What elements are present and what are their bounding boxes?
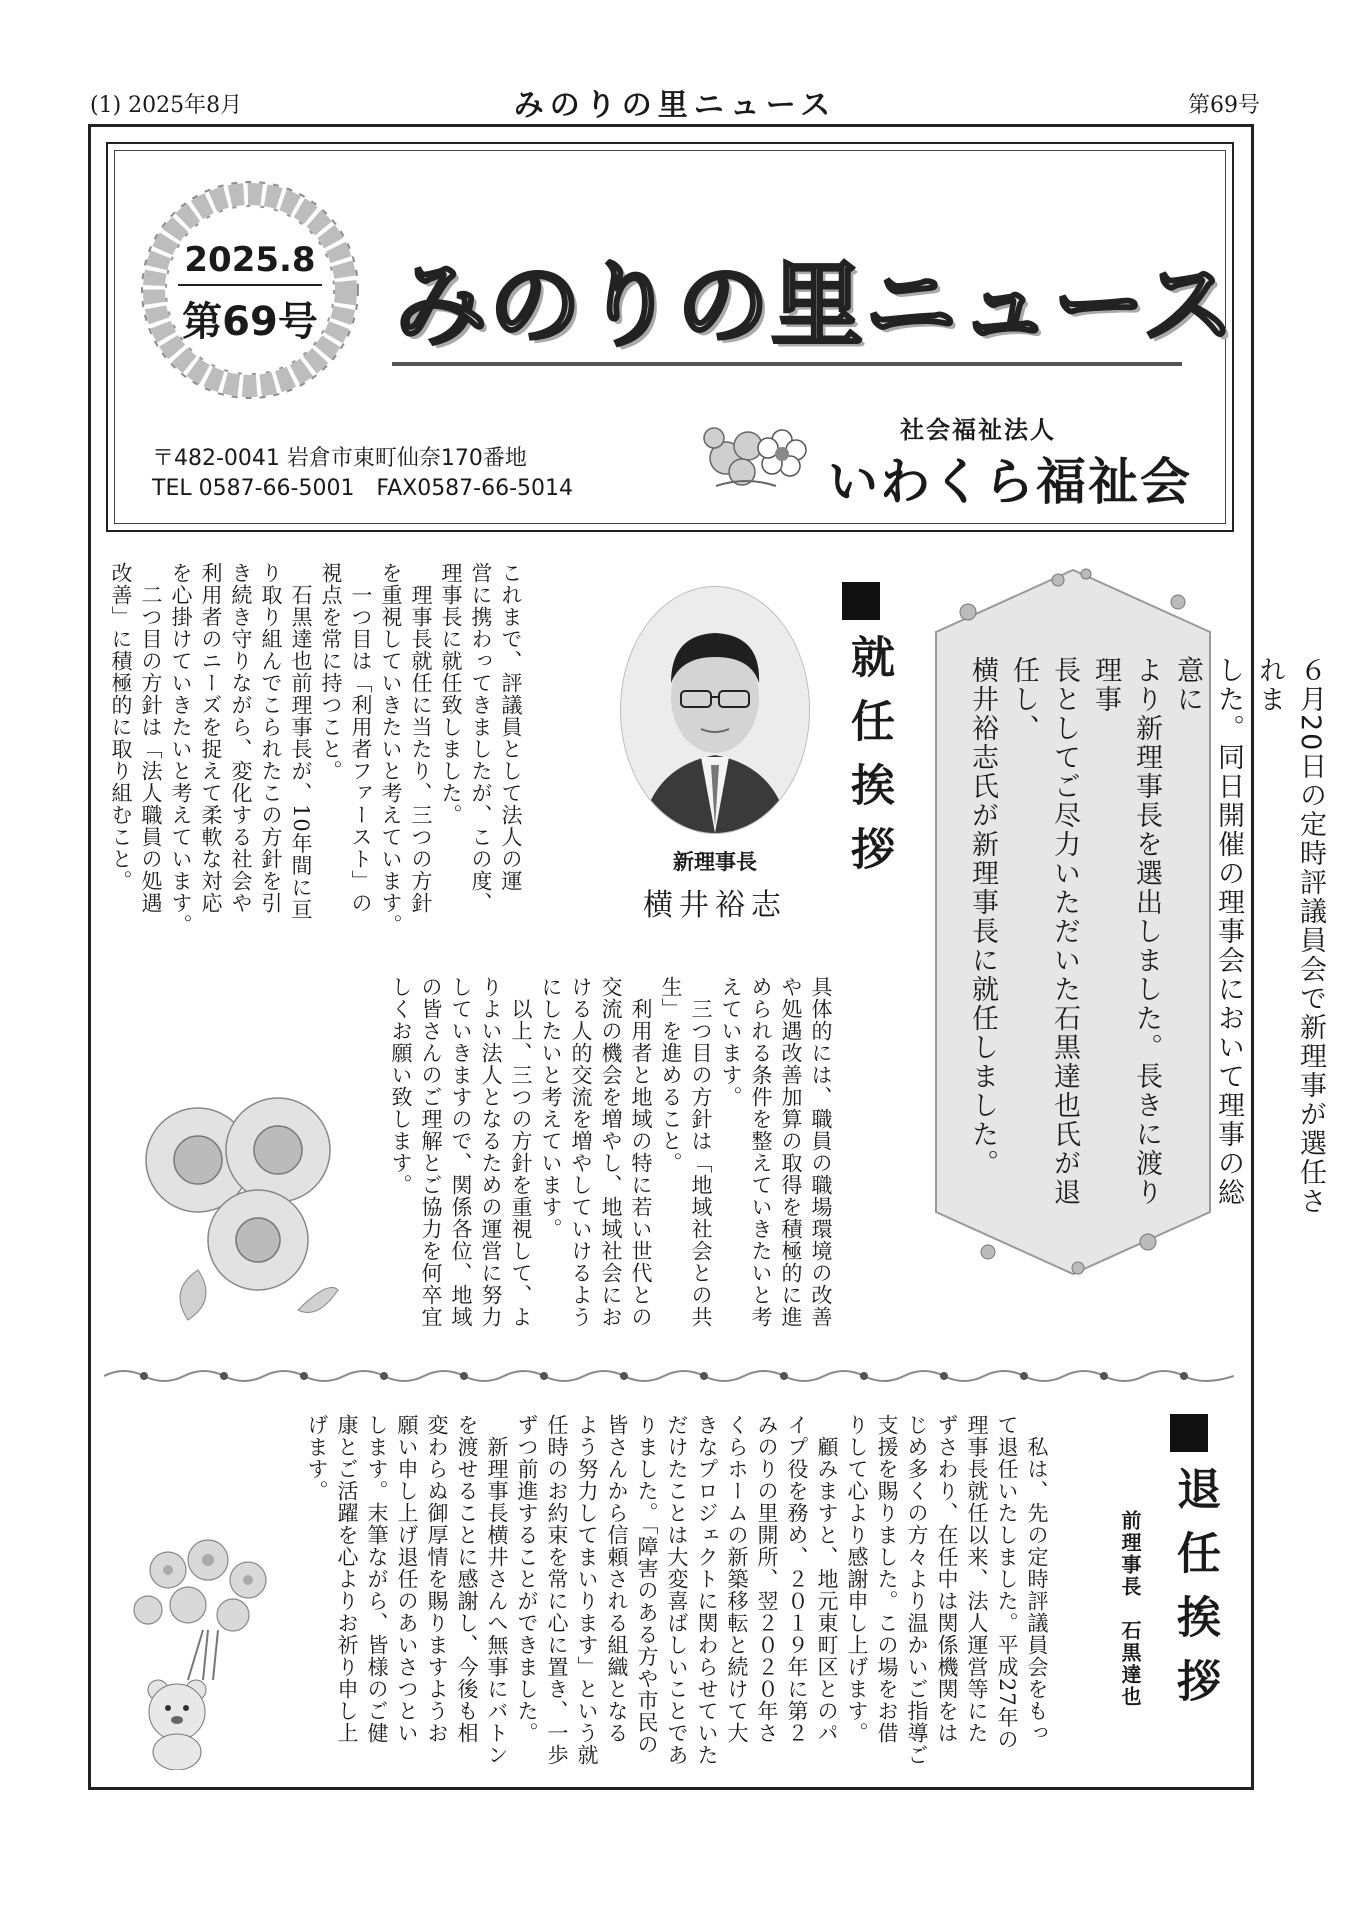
text-line: きなプロジェクトに関わらせていた: [695, 1414, 719, 1766]
page-header: [90, 80, 1260, 123]
text-line: 私は、先の定時評議員会をもっ: [1025, 1414, 1049, 1744]
text-line: 営に携わってきましたが、この度、: [469, 562, 493, 914]
text-line: き続き守りながら、変化する社会や: [229, 562, 253, 914]
address-block: [152, 444, 573, 504]
retirement-heading: 退任挨拶: [1169, 1466, 1220, 1722]
text-line: 理事長就任以来、法人運営等にた: [965, 1414, 989, 1744]
text-line: 交流の機会を増やし、地域社会にお: [599, 976, 623, 1328]
retirement-byline: 前理事長 石黒達也: [1118, 1510, 1142, 1708]
text-line: 利用者のニーズを捉えて柔軟な対応: [199, 562, 223, 914]
text-line: みのりの里開所、翌２０２０年さ: [755, 1414, 779, 1744]
notice-line: ６月20日の定時評議員会で新理事が選任されま: [1254, 656, 1326, 1217]
text-line: じめ多くの方々より温かいご指導ご: [905, 1414, 929, 1766]
text-line: められる条件を整えていきたいと考: [749, 976, 773, 1328]
org-name: いわくら福祉会: [828, 453, 1192, 511]
text-line: イプ役を務め、２０１９年に第２: [785, 1414, 809, 1744]
text-line: 新理事長横井さんへ無事にバトン: [485, 1414, 509, 1766]
portrait-name: 横井裕志: [643, 888, 787, 923]
text-line: していきますので、関係各位、地域: [449, 976, 473, 1328]
sunflower-illustration: [128, 1090, 358, 1330]
text-line: 任時のお約束を常に心に置き、一歩: [545, 1414, 569, 1766]
text-line: します。末筆ながら、皆様のご健: [365, 1414, 389, 1744]
portrait-photo: [620, 586, 810, 834]
text-line: にしたいと考えています。: [539, 976, 563, 1240]
issue-label: 第69号: [1188, 93, 1260, 118]
text-line: 顧みますと、地元東町区とのパ: [815, 1414, 839, 1744]
newsletter-name: みのりの里ニュース: [513, 88, 837, 123]
text-line: 具体的には、職員の職場環境の改善: [809, 976, 833, 1328]
text-line: りして心より感謝申し上げます。: [845, 1414, 869, 1744]
heading-bullet: [1170, 1414, 1208, 1452]
issue-number: 第69号: [182, 299, 318, 345]
page-date: (1) 2025年8月: [90, 93, 243, 118]
org-type: 社会福祉法人: [900, 416, 1056, 444]
issue-date: 2025.8: [184, 240, 316, 280]
text-line: 以上、三つの方針を重視して、よ: [509, 976, 533, 1328]
text-line: くらホームの新築移転と続けて大: [725, 1414, 749, 1744]
notice-line: 長としてご尽力いただいた石黒達也氏が退任し、: [1008, 656, 1080, 1207]
heading-bullet: [842, 582, 880, 620]
notice-line: より新理事長を選出しました。長きに渡り理事: [1090, 656, 1162, 1207]
notice-line: した。同日開催の理事会において理事の総意に: [1172, 656, 1244, 1207]
text-line: を渡せることに感謝し、今後も相: [455, 1414, 479, 1744]
text-line: 視点を常に持つこと。: [319, 562, 343, 782]
postal-address: 〒482-0041 岩倉市東町仙奈170番地: [152, 446, 527, 471]
phone-fax: TEL 0587-66-5001 FAX0587-66-5014: [152, 476, 574, 501]
inauguration-heading: 就任挨拶: [843, 634, 894, 890]
bear-bouquet-illustration: [108, 1530, 298, 1770]
text-line: しくお願い致します。: [389, 976, 413, 1196]
notice-text: [962, 656, 1331, 1226]
text-line: えています。: [719, 976, 743, 1108]
inauguration-lower: [386, 976, 836, 1352]
text-line: これまで、評議員として法人の運: [499, 562, 523, 892]
text-line: ける人的交流を増やしていけるよう: [569, 976, 593, 1328]
text-line: 皆さんから信頼される組織となる: [605, 1414, 629, 1744]
portrait-role: 新理事長: [673, 850, 757, 874]
text-line: を心掛けていきたいと考えています。: [169, 562, 193, 936]
text-line: 一つ目は「利用者ファースト」の: [349, 562, 373, 914]
text-line: 生」を進めること。: [659, 976, 683, 1174]
text-line: ずつ前進することができました。: [515, 1414, 539, 1744]
text-line: り取り組んでこられたこの方針を引: [259, 562, 283, 914]
text-line: 理事長就任に当たり、三つの方針: [409, 562, 433, 914]
text-line: や処遇改善加算の取得を積極的に進: [779, 976, 803, 1328]
notice-line: 横井裕志氏が新理事長に就任しました。: [967, 656, 998, 1178]
text-line: 三つ目の方針は「地域社会との共: [689, 976, 713, 1328]
text-line: 二つ目の方針は「法人職員の処遇: [139, 562, 163, 914]
text-line: げます。: [305, 1414, 329, 1502]
text-line: 改善」に積極的に取り組むこと。: [109, 562, 133, 892]
text-line: 願い申し上げ退任のあいさつとい: [395, 1414, 419, 1744]
floral-divider: [104, 1362, 1234, 1386]
text-line: 康とご活躍を心よりお祈り申し上: [335, 1414, 359, 1744]
text-line: を重視していきたいと考えています。: [379, 562, 403, 936]
text-line: 変わらぬ御厚情を賜りますようお: [425, 1414, 449, 1744]
text-line: ずさわり、在任中は関係機関をは: [935, 1414, 959, 1744]
text-line: て退任いたしました。平成27年の: [995, 1414, 1019, 1751]
text-line: だけたことは大変喜ばしいことであ: [665, 1414, 689, 1766]
text-line: 理事長に就任致しました。: [439, 562, 463, 826]
newsletter-title: みのりの里ニュース: [395, 252, 1237, 359]
text-line: 支援を賜りました。この場をお借: [875, 1414, 899, 1744]
retirement-body: [302, 1414, 1052, 1774]
text-line: よう努力してまいります」という就: [575, 1414, 599, 1766]
text-line: りました。「障害のある方や市民の: [635, 1414, 659, 1756]
text-line: 石黒達也前理事長が、10年間に亘: [289, 562, 313, 921]
text-line: 利用者と地域の特に若い世代との: [629, 976, 653, 1328]
text-line: の皆さんのご理解とご協力を何卒宜: [419, 976, 443, 1328]
flower-logo-icon: [696, 406, 814, 496]
inauguration-upper: [106, 562, 526, 992]
text-line: りよい法人となるための運営に努力: [479, 976, 503, 1328]
